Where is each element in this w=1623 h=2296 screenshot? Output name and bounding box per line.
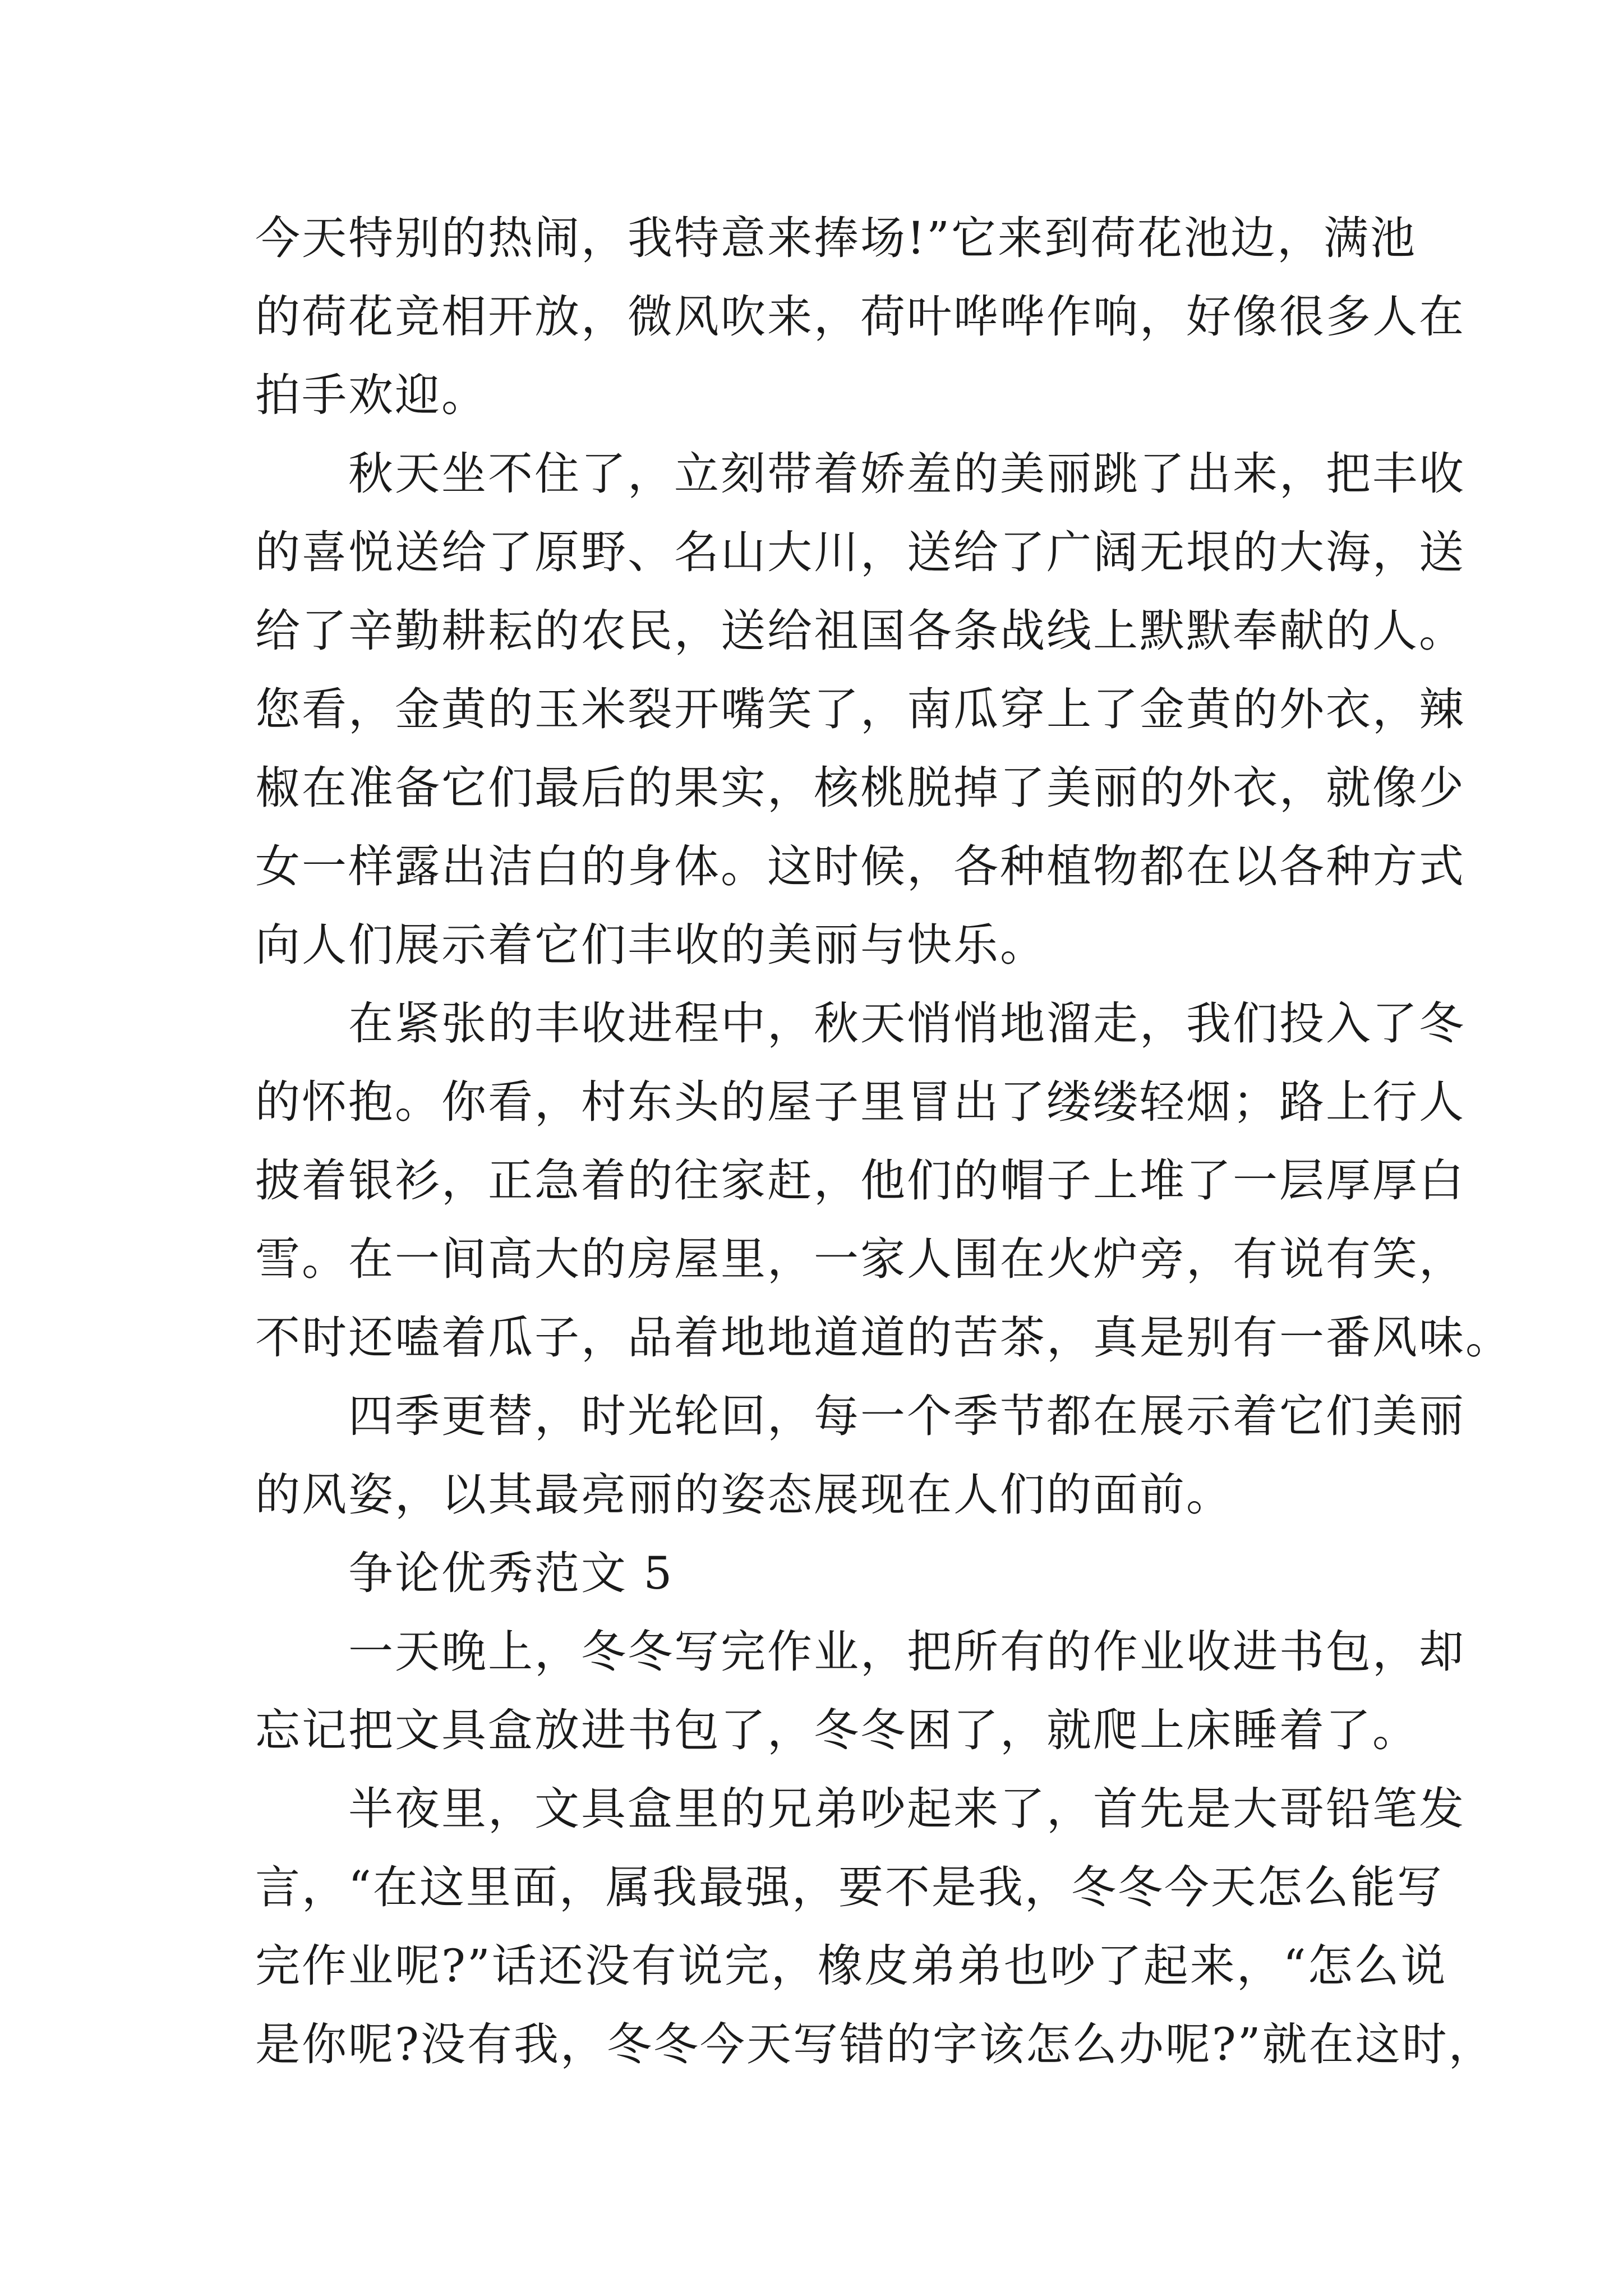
text-line: 拍手欢迎。 [255,369,488,421]
text-line: 给了辛勤耕耘的农民，送给祖国各条战线上默默奉献的人。 [255,605,1465,657]
text-line: 半夜里，文具盒里的兄弟吵起来了，首先是大哥铅笔发 [255,1783,1465,1835]
text-line: 是你呢?没有我，冬冬今天写错的字该怎么办呢?”就在这时， [255,2018,1495,2070]
text-line: 秋天坐不住了，立刻带着娇羞的美丽跳了出来，把丰收 [255,448,1465,500]
text-line: 椒在准备它们最后的果实，核桃脱掉了美丽的外衣，就像少 [255,762,1465,814]
section-heading: 争论优秀范文 5 [255,1547,674,1599]
text-line: 的喜悦送给了原野、名山大川，送给了广阔无垠的大海，送 [255,526,1465,578]
text-line: 今天特别的热闹，我特意来捧场!”它来到荷花池边，满池 [255,212,1417,264]
text-line: 您看，金黄的玉米裂开嘴笑了，南瓜穿上了金黄的外衣，辣 [255,683,1465,735]
text-line: 不时还嗑着瓜子，品着地地道道的苦茶，真是别有一番风味。 [255,1312,1512,1364]
text-line: 向人们展示着它们丰收的美丽与快乐。 [255,919,1046,971]
text-line: 言，“在这里面，属我最强，要不是我，冬冬今天怎么能写 [255,1861,1444,1913]
text-line: 女一样露出洁白的身体。这时候，各种植物都在以各种方式 [255,840,1465,892]
text-line: 在紧张的丰收进程中，秋天悄悄地溜走，我们投入了冬 [255,997,1465,1050]
text-line: 的风姿，以其最亮丽的姿态展现在人们的面前。 [255,1469,1233,1521]
text-line: 一天晚上，冬冬写完作业，把所有的作业收进书包，却 [255,1626,1465,1678]
text-line: 的荷花竞相开放，微风吹来，荷叶哗哗作响，好像很多人在 [255,291,1465,343]
text-line: 雪。在一间高大的房屋里，一家人围在火炉旁，有说有笑， [255,1233,1465,1285]
text-line: 四季更替，时光轮回，每一个季节都在展示着它们美丽 [255,1390,1465,1442]
text-line: 忘记把文具盒放进书包了，冬冬困了，就爬上床睡着了。 [255,1704,1419,1756]
text-line: 完作业呢?”话还没有说完，橡皮弟弟也吵了起来，“怎么说 [255,1940,1447,1992]
text-line: 的怀抱。你看，村东头的屋子里冒出了缕缕轻烟；路上行人 [255,1076,1465,1128]
text-line: 披着银衫，正急着的往家赶，他们的帽子上堆了一层厚厚白 [255,1154,1465,1207]
